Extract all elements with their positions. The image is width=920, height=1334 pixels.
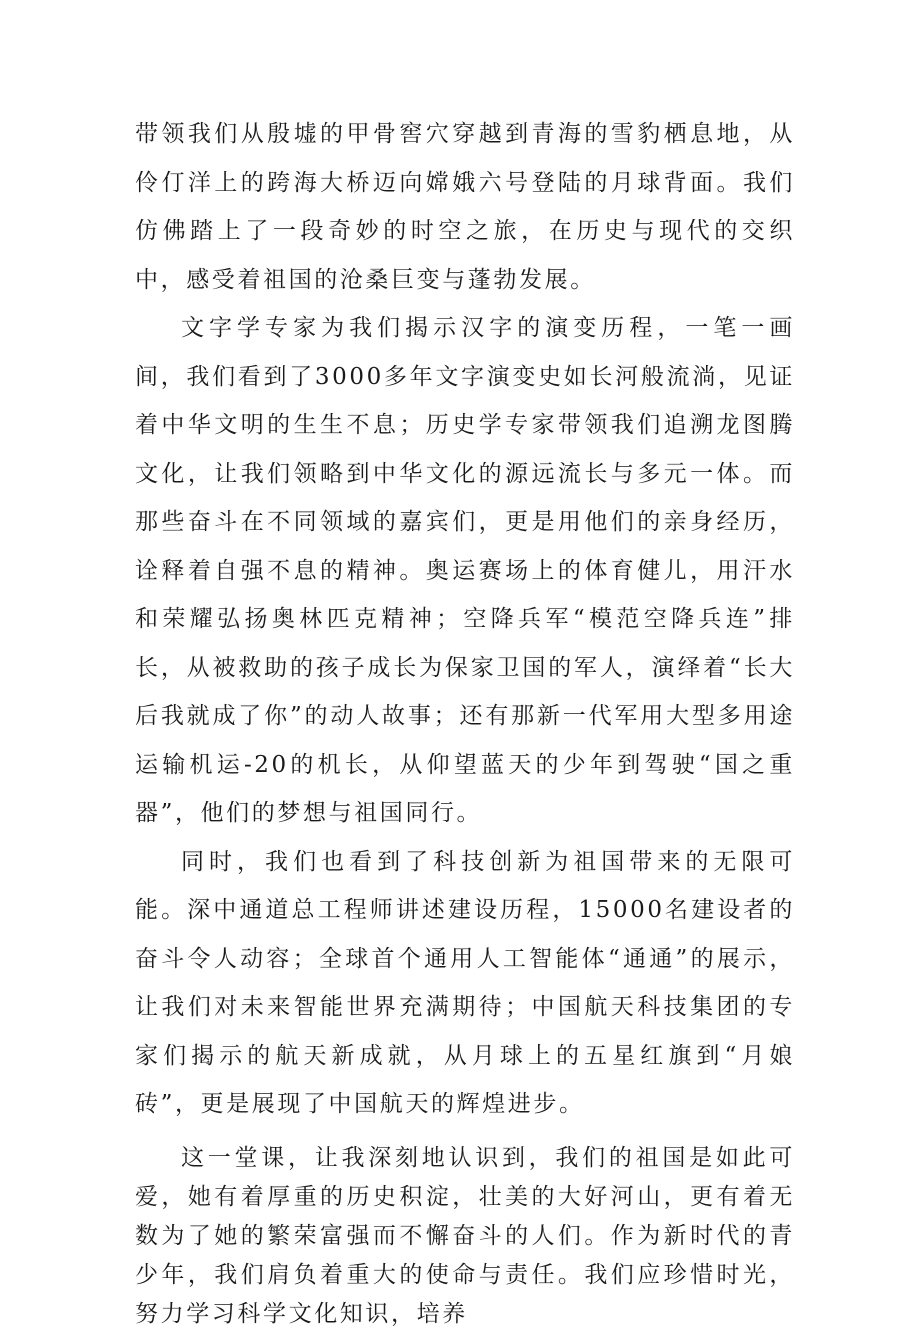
paragraph-4: 这一堂课，让我深刻地认识到，我们的祖国是如此可爱，她有着厚重的历史积淀，壮美的大好河山，更有着无数为了她的繁荣富强而不懈奋斗的人们。作为新时代的青少年，我们肩负着重大的使命与责任。我们应珍惜时光，努力学习科学文化知识，培养 (135, 1144, 795, 1327)
paragraph-3: 同时，我们也看到了科技创新为祖国带来的无限可能。深中通道总工程师讲述建设历程，15000名建设者的奋斗令人动容；全球首个通用人工智能体“通通”的展示，让我们对未来智能世界充满期待；中国航天科技集团的专家们揭示的航天新成就，从月球上的五星红旗到“月娘砖”，更是展现了中国航天的辉煌进步。 (135, 848, 795, 1117)
text-column (135, 110, 795, 1334)
paragraph-1: 带领我们从殷墟的甲骨窖穴穿越到青海的雪豹栖息地，从伶仃洋上的跨海大桥迈向嫦娥六号登陆的月球背面。我们仿佛踏上了一段奇妙的时空之旅，在历史与现代的交织中，感受着祖国的沧桑巨变与蓬勃发展。 (135, 121, 795, 293)
paragraph-2: 文字学专家为我们揭示汉字的演变历程，一笔一画间，我们看到了3000多年文字演变史如长河般流淌，见证着中华文明的生生不息；历史学专家带领我们追溯龙图腾文化，让我们领略到中华文化的源远流长与多元一体。而那些奋斗在不同领域的嘉宾们，更是用他们的亲身经历，诠释着自强不息的精神。奥运赛场上的体育健儿，用汗水和荣耀弘扬奥林匹克精神；空降兵军“模范空降兵连”排长，从被救助的孩子成长为保家卫国的军人，演绎着“长大后我就成了你”的动人故事；还有那新一代军用大型多用途运输机运-20的机长，从仰望蓝天的少年到驾驶“国之重器”，他们的梦想与祖国同行。 (135, 315, 795, 826)
